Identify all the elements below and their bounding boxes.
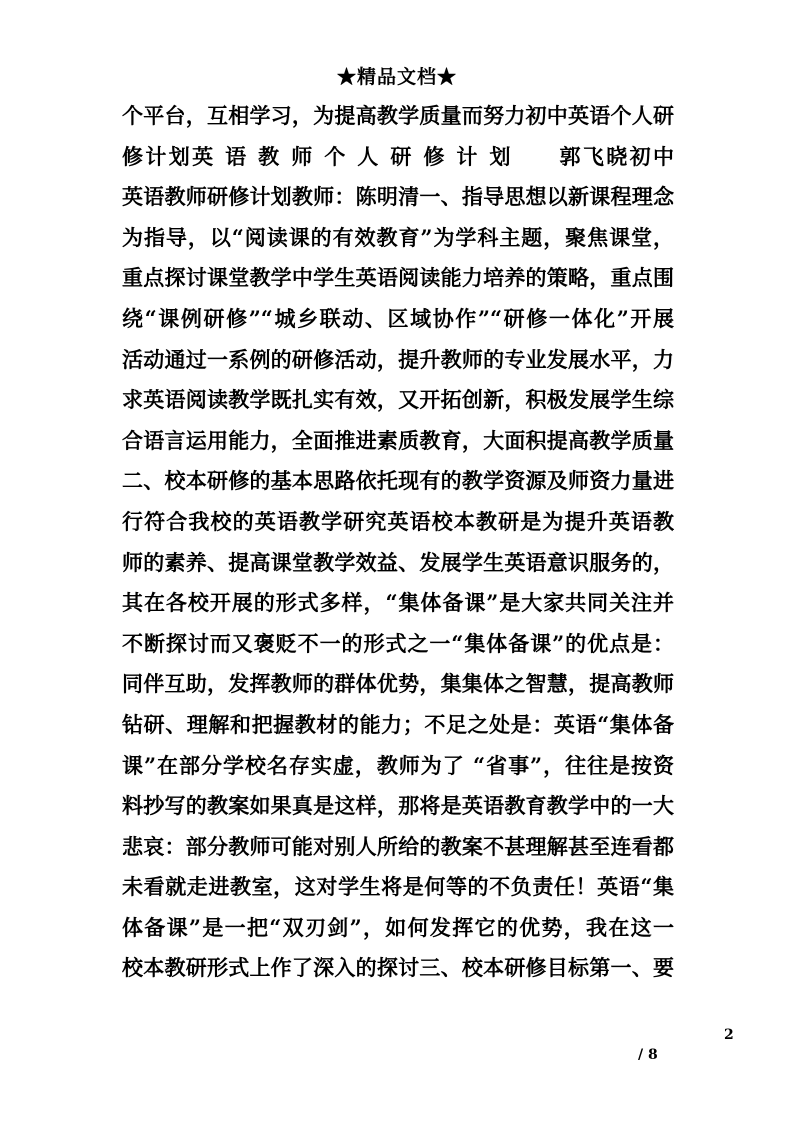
text-line: 体备课”是一把“双刃剑”，如何发挥它的优势，我在这一 [122,914,674,940]
document-header-title: ★精品文档★ [336,66,457,88]
page-number: 2 [724,1027,734,1043]
text-line: 求英语阅读教学既扎实有效，又开拓创新，积极发展学生综 [122,387,674,413]
text-line: 合语言运用能力，全面推进素质教育，大面积提高教学质量 [122,427,674,453]
text-line: 活动通过一系例的研修活动，提升教师的专业发展水平，力 [122,346,674,372]
text-line: 悲哀：部分教师可能对别人所给的教案不甚理解甚至连看都 [122,833,674,859]
text-line: 行符合我校的英语教学研究英语校本教研是为提升英语教 [122,508,674,534]
text-line: 英语教师研修计划教师：陈明清一、指导思想以新课程理念 [122,184,674,210]
text-line: 其在各校开展的形式多样，“集体备课”是大家共同关注并 [122,590,674,616]
page-total: / 8 [638,1047,658,1063]
text-line: 修计划英 语 教 师 个 人 研 修 计 划 郭飞晓初中 [122,143,674,169]
text-line: 为指导，以“阅读课的有效教育”为学科主题，聚焦课堂， [122,224,674,250]
text-line: 不断探讨而又褒贬不一的形式之一“集体备课”的优点是： [122,630,674,656]
text-line: 师的素养、提高课堂教学效益、发展学生英语意识服务的， [122,549,674,575]
text-line: 课”在部分学校名存实虚，教师为了 “省事”，往往是按资 [122,752,674,778]
text-line: 校本教研形式上作了深入的探讨三、校本研修目标第一、要 [122,955,674,981]
text-line: 重点探讨课堂教学中学生英语阅读能力培养的策略，重点围 [122,265,674,291]
text-line: 钻研、理解和把握教材的能力；不足之处是：英语“集体备 [122,711,674,737]
text-line: 绕“课例研修”“城乡联动、区域协作”“研修一体化”开展 [122,305,674,331]
text-line: 未看就走进教室，这对学生将是何等的不负责任！英语“集 [122,874,674,900]
text-line: 同伴互助，发挥教师的群体优势，集集体之智慧，提高教师 [122,671,674,697]
text-line: 个平台，互相学习，为提高教学质量而努力初中英语个人研 [122,103,674,128]
body-text [122,96,674,989]
text-line: 料抄写的教案如果真是这样，那将是英语教育教学中的一大 [122,793,674,819]
text-line: 二、校本研修的基本思路依托现有的教学资源及师资力量进 [122,468,674,494]
